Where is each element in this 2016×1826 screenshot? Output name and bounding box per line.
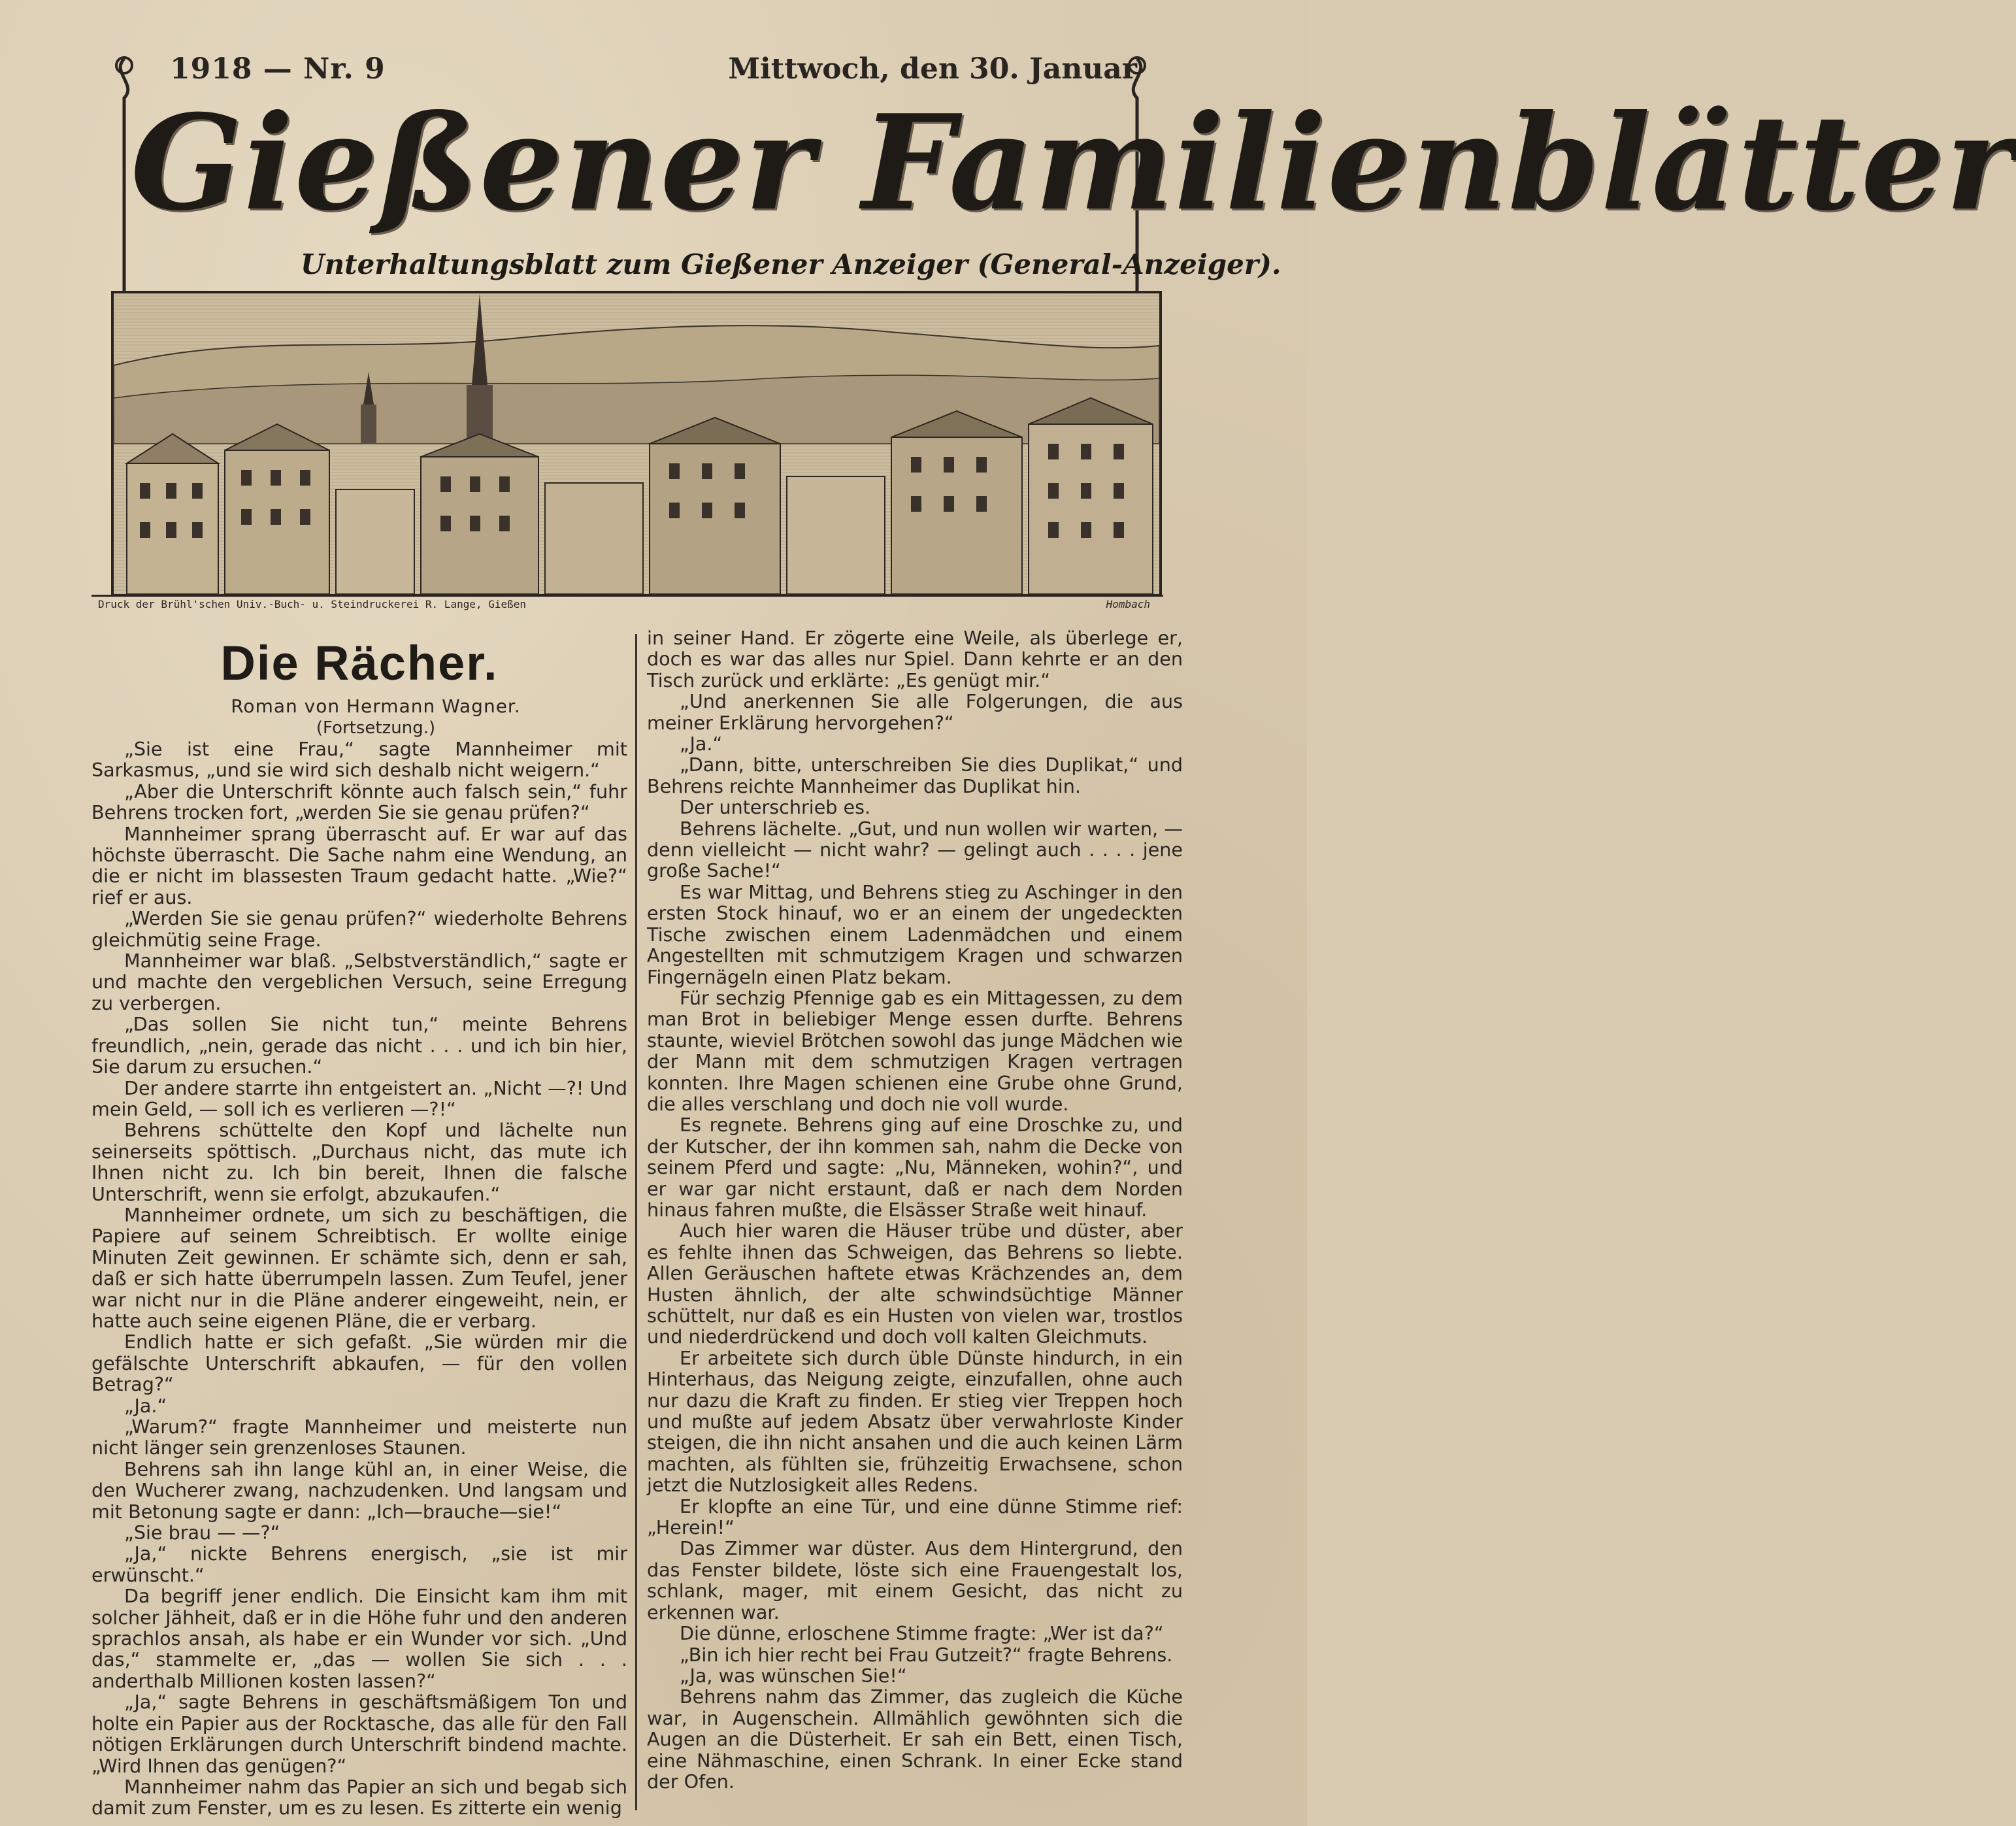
left-column [91,627,627,1819]
issue-number: 1918 — Nr. 9 [170,52,386,86]
city-illustration [111,291,1162,597]
paragraph: Für sechzig Pfennige gab es ein Mittagessen, zu dem man Brot in beliebiger Menge essen durfte. Behrens staunte, wieviel Brötchen sowohl das junge Mädchen wie der Mann mit dem schmutzigen Kragen vertragen konnten. Ihre Magen schienen eine Grube ohne Grund, die alles verschlang und doch nie voll wurde. [647,986,1183,1115]
paragraph: „Aber die Unterschrift könnte auch falsch sein,“ fuhr Behrens trocken fort, „werden Sie sie genau prüfen?“ [91,780,627,824]
paragraph: Mannheimer war blaß. „Selbstverständlich,“ sagte er und machte den vergeblichen Versuch, seine Erregung zu verbergen. [91,950,627,1014]
paragraph: „Ja, was wünschen Sie!“ [680,1664,907,1687]
paragraph: „Ja.“ [680,733,723,755]
city-skyline-image [114,293,1159,594]
paragraph: Der unterschrieb es. [680,796,871,819]
paragraph: Behrens sah ihn lange kühl an, in einer Weise, die den Wucherer zwang, nachzudenken. Und langsam und mit Betonung sagte er dann: „Ich—brauche—sie!“ [91,1457,627,1523]
paragraph: „Sie brau — —?“ [124,1521,280,1544]
paragraph: Er klopfte an eine Tür, und eine dünne Stimme rief: „Herein!“ [647,1495,1183,1539]
paragraph: „Sie ist eine Frau,“ sagte Mannheimer mit Sarkasmus, „und sie wird sich deshalb nicht weigern.“ [91,738,627,782]
issue-date: Mittwoch, den 30. Januar [728,52,1137,86]
paragraph: „Das sollen Sie nicht tun,“ meinte Behrens freundlich, „nein, gerade das nicht . . . und ich bin hier, Sie darum zu ersuchen.“ [91,1013,627,1078]
paragraph: „Warum?“ fragte Mannheimer und meisterte nun nicht länger sein grenzenloses Staunen. [91,1416,627,1459]
article-byline: Roman von Hermann Wagner. [231,695,521,717]
paragraph: Mannheimer ordnete, um sich zu beschäftigen, die Papiere auf seinem Schreibtisch. Er wollte einige Minuten Zeit gewinnen. Er schämte sich, denn er sah, daß er sich hatte überrumpeln lassen. Zum Teufel, jener war nicht nur in die Pläne anderer eingeweiht, nein, er hatte auch seine eigenen Pläne, die er verbarg. [91,1203,627,1332]
paragraph: Mannheimer sprang überrascht auf. Er war auf das höchste überrascht. Die Sache nahm eine Wendung, an die er nicht im blassesten Traum gedacht hatte. „Wie?“ rief er aus. [91,822,627,908]
paragraph: Behrens nahm das Zimmer, das zugleich die Küche war, in Augenschein. Allmählich gewöhnten sich die Augen an die Düsterheit. Er sah ein Bett, einen Tisch, eine Nähmaschine, einen Schrank. In einer Ecke stand der Ofen. [647,1685,1183,1793]
masthead-credit-bar [91,595,1163,612]
newspaper-title: Gießener Familienblätter [131,86,2016,240]
paragraph: „Ja.“ [124,1394,167,1417]
paragraph: Das Zimmer war düster. Aus dem Hintergrund, den das Fenster bildete, löste sich eine Frauengestalt los, schlank, mager, mit einem Gesicht, das nicht zu erkennen war. [647,1537,1183,1623]
paragraph: „Und anerkennen Sie alle Folgerungen, die aus meiner Erklärung hervorgehen?“ [647,690,1183,734]
paragraph: „Ja,“ sagte Behrens in geschäftsmäßigem Ton und holte ein Papier aus der Rocktasche, das alle für den Fall nötigen Erklärungen durch Unterschrift bindend machte. „Wird Ihnen das genügen?“ [91,1691,627,1777]
paragraph: Behrens lächelte. „Gut, und nun wollen wir warten, — denn vielleicht — nicht wahr? — gelingt auch . . . . jene große Sache!“ [647,817,1183,882]
paragraph: Da begriff jener endlich. Die Einsicht kam ihm mit solcher Jähheit, daß er in die Höhe fuhr und den anderen sprachlos ansah, als habe er ein Wunder vor sich. „Und das,“ stammelte er, „das — wollen Sie sich . . . anderthalb Millionen kosten lassen?“ [91,1585,627,1692]
article-continuation: (Fortsetzung.) [316,718,436,738]
column-divider [635,634,637,1810]
right-column [647,627,1183,1792]
artist-credit: Hombach [1106,598,1150,610]
paragraph: in seiner Hand. Er zögerte eine Weile, als überlege er, doch es war das alles nur Spiel. Dann kehrte er an den Tisch zurück und erklärte: „Es genügt mir.“ [647,627,1183,691]
article-title: Die Rächer. [220,636,499,690]
paragraph: Die dünne, erloschene Stimme fragte: „Wer ist da?“ [680,1622,1164,1645]
left-column-text [91,739,627,1819]
newspaper-subtitle: Unterhaltungsblatt zum Gießener Anzeiger (General-Anzeiger). [301,248,1281,280]
paragraph: Es regnete. Behrens ging auf eine Droschke zu, und der Kutscher, der ihn kommen sah, nahm die Decke von seinem Pferd und sagte: „Nu, Männeken, wohin?“, und er war gar nicht erstaunt, daß er nach dem Norden hinaus fahren mußte, die Elsässer Straße weit hinauf. [647,1114,1183,1221]
paragraph: „Ja,“ nickte Behrens energisch, „sie ist mir erwünscht.“ [91,1542,627,1586]
paragraph: Der andere starrte ihn entgeistert an. „Nicht —?! Und mein Geld, — soll ich es verlieren —?!“ [91,1076,627,1120]
paragraph: Auch hier waren die Häuser trübe und düster, aber es fehlte ihnen das Schweigen, das Behrens so liebte. Allen Geräuschen haftete etwas Krächzendes an, dem Husten ähnlich, der alte schwindsüchtige Männer schüttelt, nur daß es ein Husten von vielen war, trostlos und niederdrückend und doch voll kalten Gleichmuts. [647,1220,1183,1348]
paragraph: Er arbeitete sich durch üble Dünste hindurch, in ein Hinterhaus, das Neigung zeigte, einzufallen, ohne auch nur dazu die Kraft zu finden. Er stieg vier Treppen hoch und mußte auf jedem Absatz über verwahrloste Kinder steigen, die ihn nicht ansahen und die auch keinen Lärm machten, als fühlten sie, frühzeitig Erwachsene, schon jetzt die Nutzlosigkeit alles Redens. [647,1346,1183,1497]
printer-credit: Druck der Brühl'schen Univ.-Buch- u. Steindruckerei R. Lange, Gießen [98,598,527,610]
paragraph: „Bin ich hier recht bei Frau Gutzeit?“ fragte Behrens. [680,1643,1173,1666]
paragraph: „Werden Sie sie genau prüfen?“ wiederholte Behrens gleichmütig seine Frage. [91,907,627,951]
masthead [91,39,2016,614]
paragraph: Es war Mittag, und Behrens stieg zu Aschinger in den ersten Stock hinauf, wo er an einem der ungedeckten Tische zwischen einem Ladenmädchen und einem Angestellten mit schmutzigem Kragen und schwarzen Fingernägeln einen Platz bekam. [647,880,1183,988]
right-column-text [647,627,1183,1792]
paragraph: „Dann, bitte, unterschreiben Sie dies Duplikat,“ und Behrens reichte Mannheimer das Duplikat hin. [647,754,1183,797]
paragraph: Mannheimer nahm das Papier an sich und begab sich damit zum Fenster, um es zu lesen. Es zitterte ein wenig [91,1775,627,1819]
paragraph: Endlich hatte er sich gefaßt. „Sie würden mir die gefälschte Unterschrift abkaufen, — für den vollen Betrag?“ [91,1331,627,1396]
article-columns [91,627,1215,1817]
paragraph: Behrens schüttelte den Kopf und lächelte nun seinerseits spöttisch. „Durchaus nicht, das mute ich Ihnen nicht zu. Ich bin bereit, Ihnen die falsche Unterschrift, wenn sie erfolgt, abzukaufen.“ [91,1119,627,1205]
